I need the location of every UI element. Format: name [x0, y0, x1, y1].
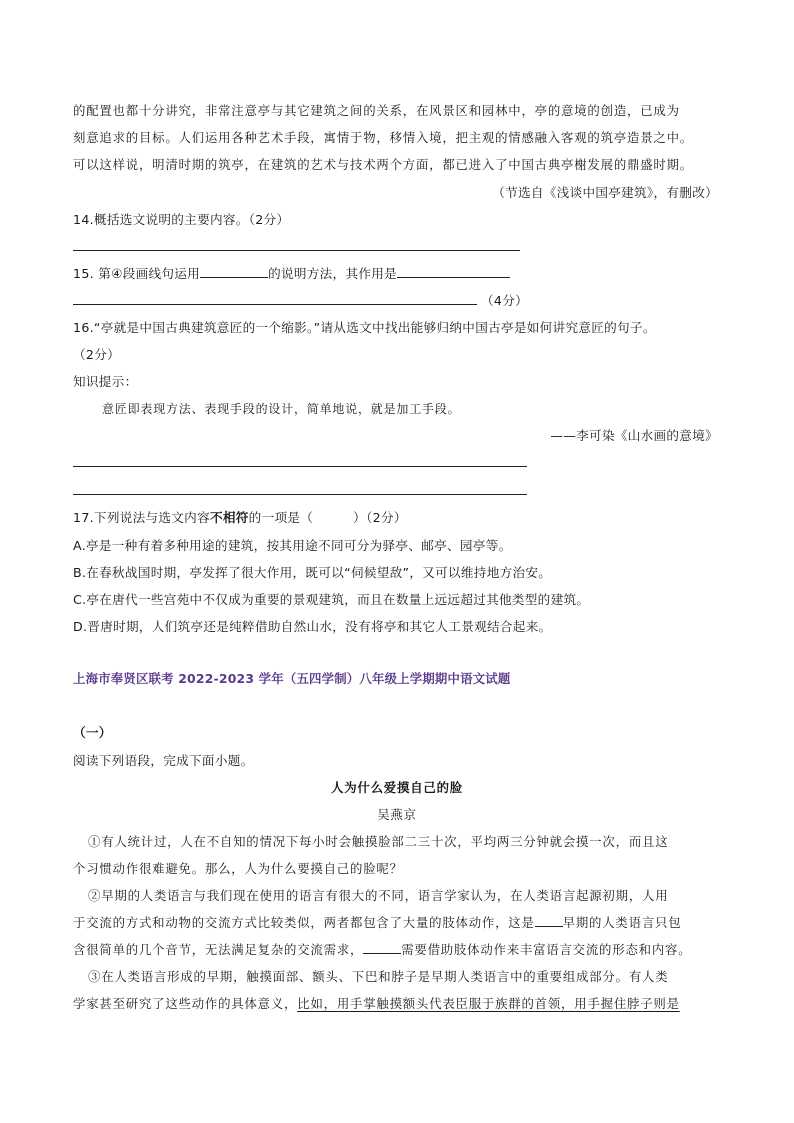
- answer-line-16b[interactable]: [73, 494, 527, 495]
- question-14: 14.概括选文说明的主要内容。（2分）: [73, 212, 290, 227]
- passage-source: （节选自《浅谈中国亭建筑》，有删改）: [492, 185, 718, 200]
- p2-line-3a: 含很简单的几个音节，无法满足复杂的交流需求，: [73, 942, 364, 957]
- q15-middle: 的说明方法，其作用是: [268, 266, 398, 281]
- option-b: B.在春秋战国时期，亭发挥了很大作用，既可以“伺候望敌”，又可以维持地方治安。: [73, 565, 552, 580]
- q17-suffix: 的一项是（: [248, 510, 314, 525]
- hint-source: ——李可染《山水画的意境》: [550, 428, 718, 443]
- q16-score: （2分）: [73, 347, 120, 362]
- question-17: [73, 507, 407, 526]
- p2-line-1: ②早期的人类语言与我们现在使用的语言有很大的不同，语言学家认为，在人类语言起源初期，人用: [88, 888, 669, 903]
- answer-line-15[interactable]: [73, 304, 477, 305]
- question-16: 16.“亭就是中国古典建筑意匠的一个缩影。”请从选文中找出能够归纳中国古亭是如何讲究意匠的句子。: [73, 320, 656, 335]
- exam-title: 上海市奉贤区联考 2022-2023 学年（五四学制）八年级上学期期中语文试题: [73, 671, 511, 686]
- q15-blank-method[interactable]: [200, 265, 268, 278]
- q15-prefix: 15. 第④段画线句运用: [73, 266, 201, 281]
- p2-blank-2[interactable]: [363, 941, 401, 954]
- passage-line-1: 的配置也都十分讲究，非常注意亭与其它建筑之间的关系，在风景区和园林中，亭的意境的创造，已成为: [73, 103, 680, 118]
- p1-line-2: 个习惯动作很难避免。那么，人为什么要摸自己的脸呢？: [73, 861, 403, 876]
- p2-line-2a: 于交流的方式和动物的交流方式比较类似，两者都包含了大量的肢体动作，这是: [73, 915, 535, 930]
- article-author: 吴燕京: [377, 807, 417, 822]
- p2-line-2: [73, 913, 681, 931]
- p2-line-3: [73, 940, 691, 958]
- p2-blank-1[interactable]: [535, 914, 563, 927]
- p3-line-2a: 学家甚至研究了这些动作的具体意义，: [73, 996, 298, 1011]
- p3-line-1: ③在人类语言形成的早期，触摸面部、额头、下巴和脖子是早期人类语言中的重要组成部分。有人类: [88, 969, 669, 984]
- question-15: [73, 263, 510, 282]
- p3-line-2: [73, 994, 680, 1012]
- p2-line-3b: 需要借助肢体动作来丰富语言交流的形态和内容。: [401, 942, 692, 957]
- option-a: A.亭是一种有着多种用途的建筑，按其用途不同可分为驿亭、邮亭、园亭等。: [73, 538, 512, 553]
- answer-line-14[interactable]: [73, 250, 520, 251]
- answer-line-16a[interactable]: [73, 466, 527, 467]
- p1-line-1: ①有人统计过，人在不自知的情况下每小时会触摸脸部二三十次，平均两三分钟就会摸一次，而且这: [88, 834, 669, 849]
- passage-line-2: 刻意追求的目标。人们运用各种艺术手段，寓情于物，移情入境，把主观的情感融入客观的筑亭造景之中。: [73, 130, 693, 145]
- article-title: 人为什么爱摸自己的脸: [331, 780, 463, 795]
- hint-text: 意匠即表现方法、表现手段的设计，简单地说，就是加工手段。: [102, 402, 461, 416]
- option-c: C.亭在唐代一些宫苑中不仅成为重要的景观建筑，而且在数量上远远超过其他类型的建筑。: [73, 592, 590, 607]
- p3-underlined-sentence: 比如，用手掌触摸额头代表臣服于族群的首领，用手握住脖子则是: [297, 996, 680, 1011]
- q17-close: ）（2分）: [353, 510, 407, 525]
- passage-line-3: 可以这样说，明清时期的筑亭，在建筑的艺术与技术两个方面，都已进入了中国古典亭榭发展的鼎盛时期。: [73, 157, 693, 172]
- option-d: D.晋唐时期，人们筑亭还是纯粹借助自然山水，没有将亭和其它人工景观结合起来。: [73, 619, 552, 634]
- q15-blank-effect[interactable]: [397, 265, 510, 278]
- q17-prefix: 17.下列说法与选文内容: [73, 510, 210, 525]
- q17-bold: 不相符: [209, 510, 249, 525]
- p2-line-2b: 早期的人类语言只包: [562, 915, 682, 930]
- section-label: （一）: [73, 725, 112, 740]
- section-instruction: 阅读下列语段，完成下面小题。: [73, 753, 254, 768]
- hint-label: 知识提示：: [73, 374, 138, 389]
- q15-score: （4分）: [481, 293, 528, 308]
